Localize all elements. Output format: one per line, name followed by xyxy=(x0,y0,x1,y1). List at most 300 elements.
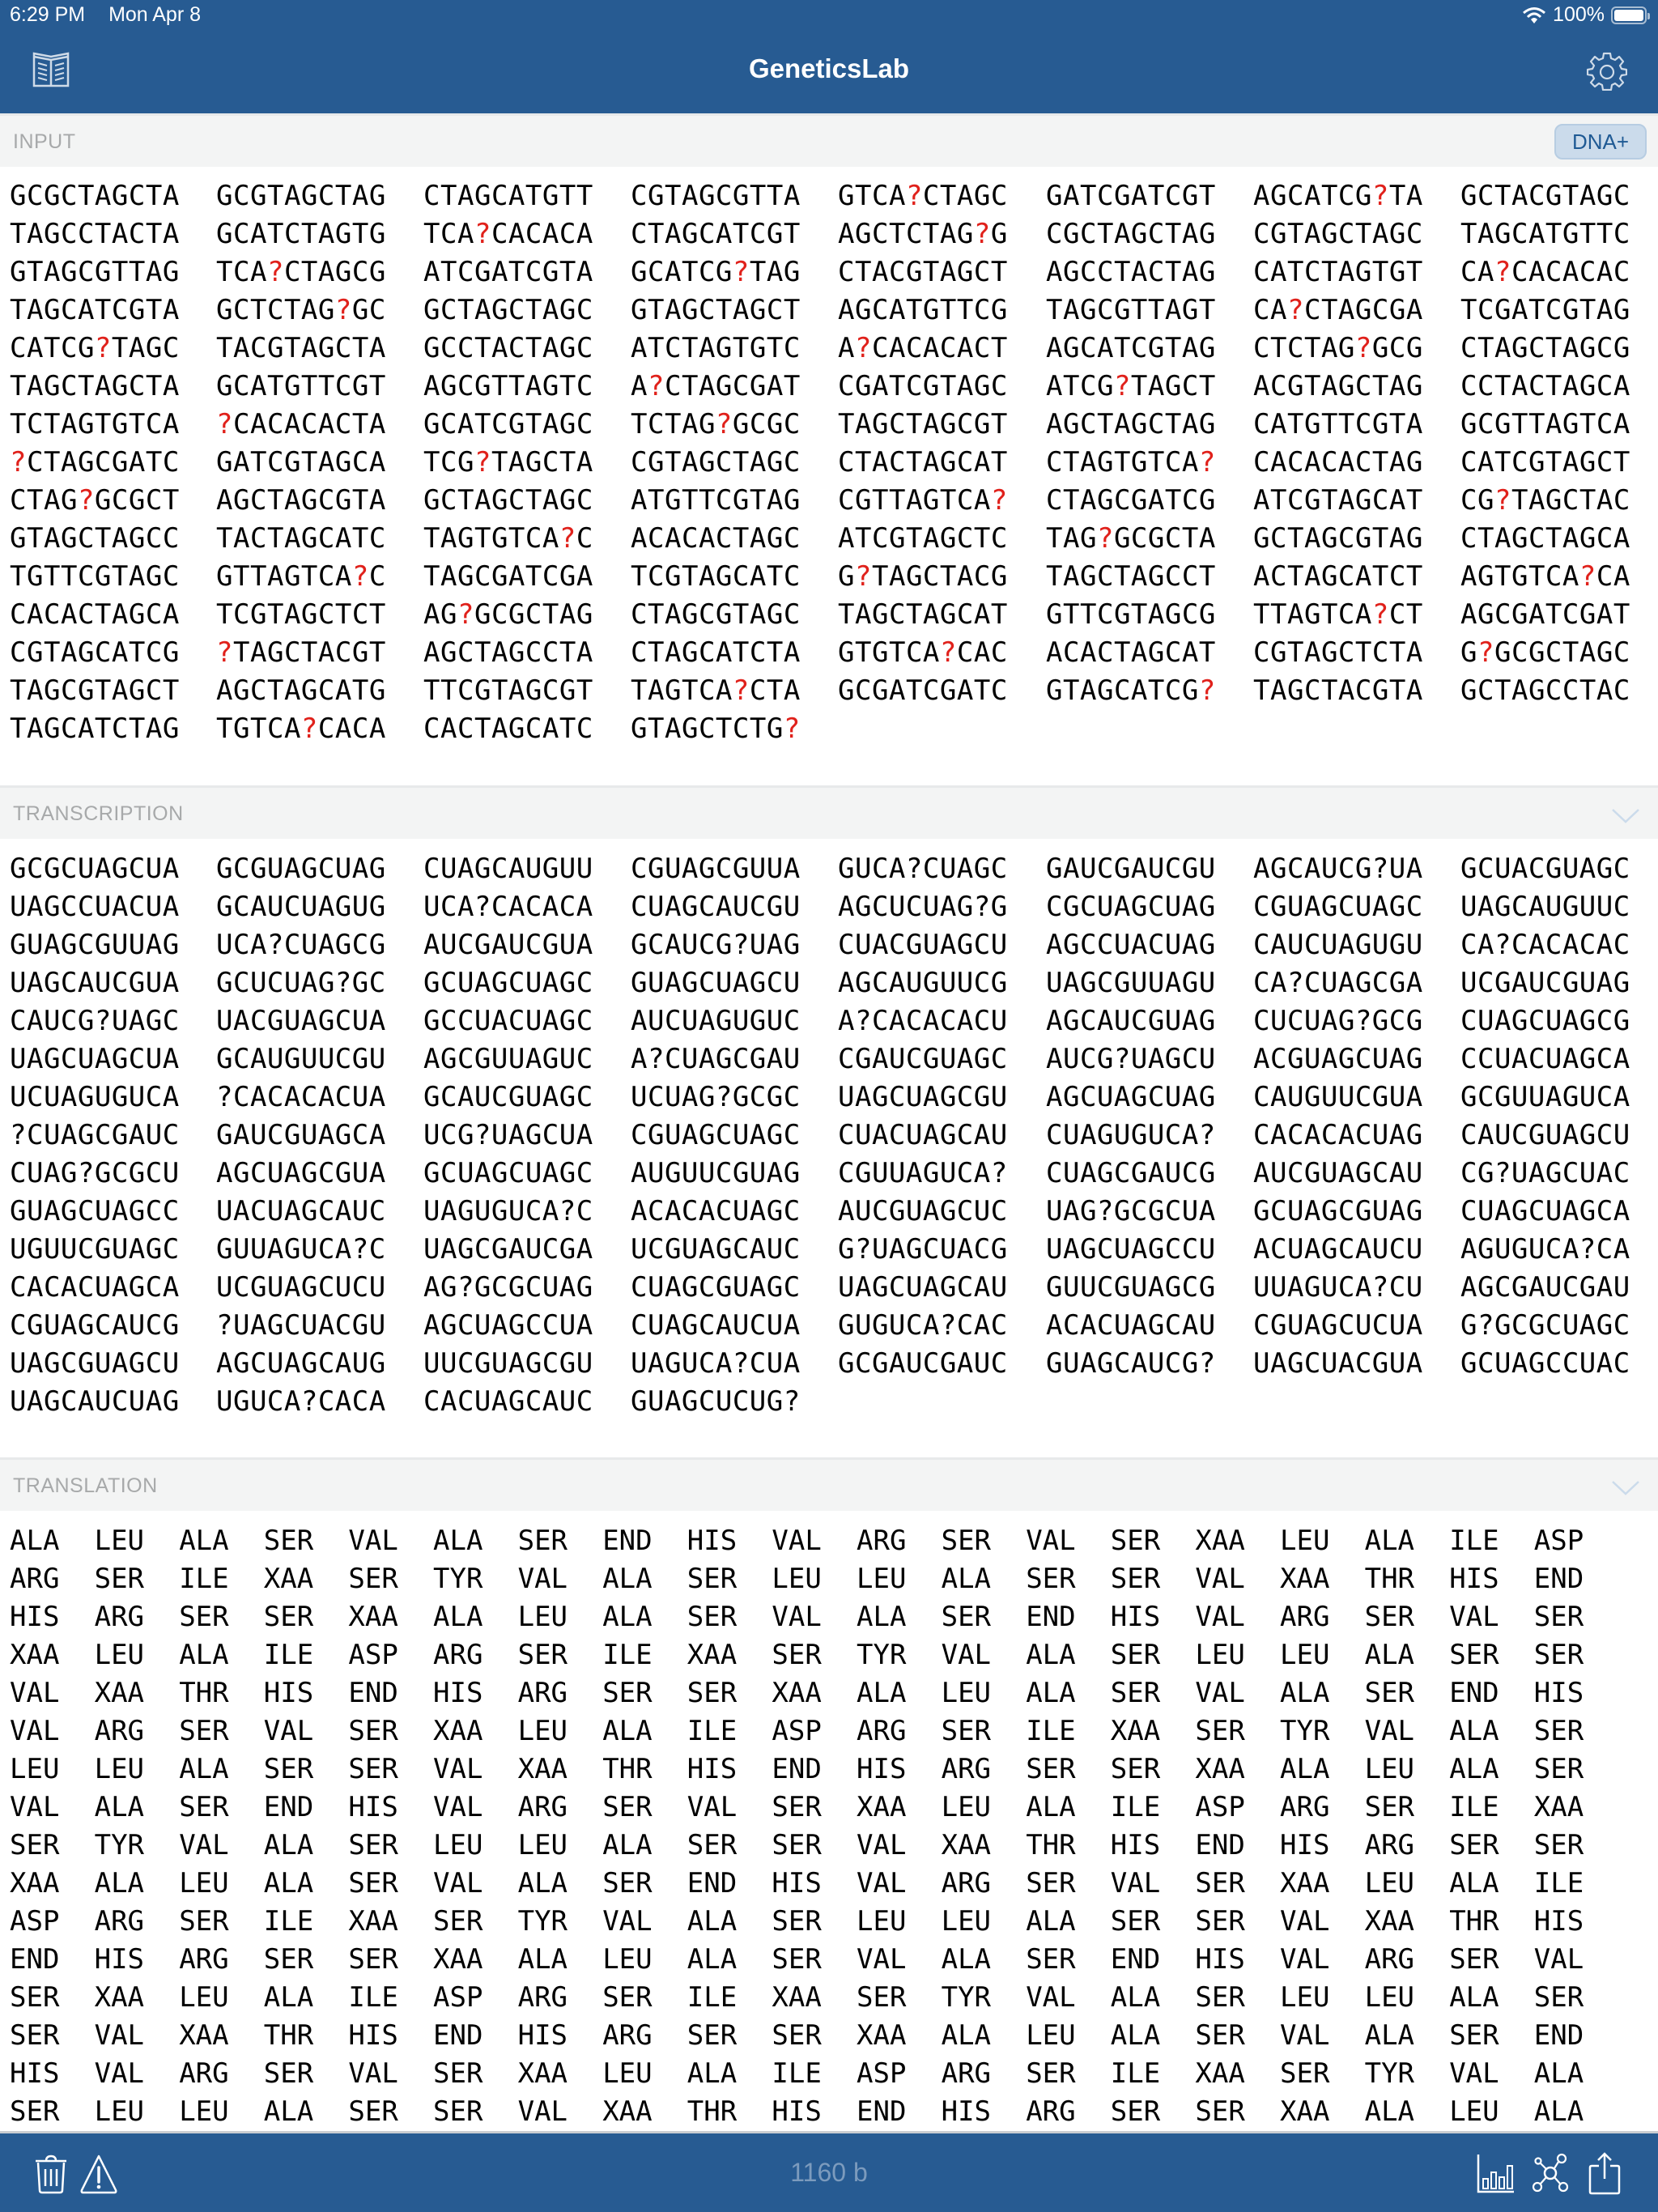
amino-acid: END xyxy=(1533,1563,1584,1595)
sequence-block: UAGCAUCGUA xyxy=(10,967,180,999)
amino-acid: VAL xyxy=(1195,1677,1245,1709)
amino-acid: SER xyxy=(857,1981,907,2014)
sequence-block: GCATGTTCGT xyxy=(216,370,386,402)
amino-acid: VAL xyxy=(602,1905,653,1938)
amino-acid: XAA xyxy=(1195,1753,1245,1785)
sequence-block: UAGCUACGUA xyxy=(1253,1347,1423,1380)
sequence-row xyxy=(0,408,1658,446)
sequence-block: GCTCTAG?GC xyxy=(216,294,386,326)
unknown-base-marker: ? xyxy=(77,484,95,517)
amino-acid: HIS xyxy=(94,1943,145,1976)
amino-acid: SER xyxy=(10,1829,60,1861)
amino-acid: ALA xyxy=(1533,2057,1584,2090)
sequence-block: CTAGCATCTA xyxy=(631,636,801,669)
amino-acid: ALA xyxy=(1280,1677,1330,1709)
amino-acid: SER xyxy=(1195,1715,1245,1747)
sequence-block: CUAGCUAGCA xyxy=(1460,1195,1630,1227)
amino-acid: SER xyxy=(772,1829,822,1861)
sequence-block: GCGTTAGTCA xyxy=(1460,408,1630,440)
sequence-row xyxy=(0,522,1658,560)
sequence-block: CG?UAGCUAC xyxy=(1460,1157,1630,1189)
wifi-icon xyxy=(1522,6,1546,24)
amino-acid: VAL xyxy=(1195,1601,1245,1633)
amino-acid: ARG xyxy=(941,1753,992,1785)
amino-acid: LEU xyxy=(1026,2019,1076,2052)
amino-acid: VAL xyxy=(348,2057,398,2090)
amino-acid: ALA xyxy=(857,1601,907,1633)
amino-acid: END xyxy=(348,1677,398,1709)
amino-acid: LEU xyxy=(941,1905,992,1938)
sequence-block: CTAGCGTAGC xyxy=(631,598,801,631)
bottom-toolbar xyxy=(0,2131,1658,2212)
amino-acid: SER xyxy=(1449,2019,1499,2052)
statistics-button[interactable] xyxy=(1477,2151,1514,2195)
amino-acid: VAL xyxy=(517,1563,568,1595)
sequence-block: AUCUAGUGUC xyxy=(631,1005,801,1037)
amino-acid: VAL xyxy=(857,1943,907,1976)
amino-acid: SER xyxy=(348,1563,398,1595)
sequence-block: CUAGCAUGUU xyxy=(423,853,593,885)
amino-acid: ASP xyxy=(433,1981,483,2014)
amino-acid: THR xyxy=(687,2095,738,2128)
amino-acid: SER xyxy=(263,1601,314,1633)
sequence-block: ACACACTAGC xyxy=(631,522,801,555)
app-title: GeneticsLab xyxy=(748,53,910,83)
amino-acid: ALA xyxy=(687,1943,738,1976)
sequence-block: AGCCTACTAG xyxy=(1046,256,1216,288)
sequence-block: GTCA?CTAGC xyxy=(838,180,1008,212)
amino-acid: ILE xyxy=(1110,2057,1161,2090)
unknown-base-marker: ? xyxy=(1494,256,1511,288)
sequence-block: ATCGTAGCAT xyxy=(1253,484,1423,517)
amino-acid: SER xyxy=(1110,1753,1161,1785)
sequence-block: GCTACGTAGC xyxy=(1460,180,1630,212)
unknown-base-marker: ? xyxy=(559,522,576,555)
amino-acid: ARG xyxy=(517,1981,568,2014)
sequence-block: AGCGUUAGUC xyxy=(423,1043,593,1075)
amino-acid: ILE xyxy=(1110,1791,1161,1823)
amino-acid: SER xyxy=(941,1525,992,1557)
sequence-row xyxy=(0,1119,1658,1157)
sequence-block: ACUAGCAUCU xyxy=(1253,1233,1423,1266)
sequence-block: GTTCGTAGCG xyxy=(1046,598,1216,631)
input-section-label: INPUT xyxy=(13,130,76,153)
amino-acid: SER xyxy=(10,2095,60,2128)
amino-acid: XAA xyxy=(517,2057,568,2090)
input-sequence[interactable] xyxy=(0,180,1658,779)
share-button[interactable] xyxy=(1588,2151,1621,2195)
amino-acid: SER xyxy=(348,2095,398,2128)
chevron-down-icon[interactable] xyxy=(1611,807,1640,825)
amino-acid: SER xyxy=(941,1601,992,1633)
amino-acid: VAL xyxy=(10,1791,60,1823)
sequence-block: GUAGCUAGCU xyxy=(631,967,801,999)
unknown-base-marker: ? xyxy=(10,446,27,479)
amino-acid: ILE xyxy=(772,2057,822,2090)
sequence-block: AGCGAUCGAU xyxy=(1460,1271,1630,1304)
sequence-block: AGCATCGTAG xyxy=(1046,332,1216,364)
unknown-base-marker: ? xyxy=(1371,180,1389,212)
amino-acid: HIS xyxy=(433,1677,483,1709)
sequence-block: GCAUCG?UAG xyxy=(631,929,801,961)
sequence-block: TAGCTAGCTA xyxy=(10,370,180,402)
sequence-block: TCA?CACACA xyxy=(423,218,593,250)
amino-acid: HIS xyxy=(10,2057,60,2090)
amino-acid: HIS xyxy=(1449,1563,1499,1595)
amino-acid: ALA xyxy=(602,1829,653,1861)
sequence-block: AGCAUCG?UA xyxy=(1253,853,1423,885)
settings-button[interactable] xyxy=(1587,50,1627,91)
amino-acid: ARG xyxy=(94,1601,145,1633)
amino-acid: VAL xyxy=(687,1791,738,1823)
amino-acid-row xyxy=(0,1981,1658,2019)
sequence-block: UCA?CUAGCG xyxy=(216,929,386,961)
amino-acid: SER xyxy=(433,2057,483,2090)
amino-acid: LEU xyxy=(1364,1867,1415,1899)
amino-acid: SER xyxy=(1364,1677,1415,1709)
unknown-base-marker: ? xyxy=(94,332,112,364)
sequence-block: GCGATCGATC xyxy=(838,674,1008,707)
amino-acid: HIS xyxy=(517,2019,568,2052)
amino-acid: VAL xyxy=(10,1715,60,1747)
amino-acid: XAA xyxy=(10,1867,60,1899)
sequence-block: AUCG?UAGCU xyxy=(1046,1043,1216,1075)
amino-acid: ALA xyxy=(263,1981,314,2014)
sequence-block: GCGAUCGAUC xyxy=(838,1347,1008,1380)
amino-acid: SER xyxy=(1449,1943,1499,1976)
translation-section-label: TRANSLATION xyxy=(13,1474,158,1497)
transcription-sequence xyxy=(0,853,1658,1452)
sequence-block: AGUGUCA?CA xyxy=(1460,1233,1630,1266)
sequence-block: CATCG?TAGC xyxy=(10,332,180,364)
sequence-block: GCATCTAGTG xyxy=(216,218,386,250)
sequence-block: AUCGAUCGUA xyxy=(423,929,593,961)
bar-chart-icon xyxy=(1477,2151,1514,2195)
amino-acid: ALA xyxy=(1026,1677,1076,1709)
amino-acid: END xyxy=(1195,1829,1245,1861)
amino-acid: TYR xyxy=(857,1639,907,1671)
amino-acid: SER xyxy=(1026,1563,1076,1595)
amino-acid: ALA xyxy=(1026,1791,1076,1823)
amino-acid: ALA xyxy=(1364,2019,1415,2052)
amino-acid: VAL xyxy=(1026,1981,1076,2014)
amino-acid: ALA xyxy=(94,1791,145,1823)
amino-acid: ASP xyxy=(348,1639,398,1671)
unknown-base-marker: ? xyxy=(973,218,991,250)
amino-acid: VAL xyxy=(348,1525,398,1557)
chevron-down-icon[interactable] xyxy=(1611,1479,1640,1497)
sequence-block: AGCUAGCUAG xyxy=(1046,1081,1216,1113)
sequence-block: TAGCATCTAG xyxy=(10,713,180,745)
sequence-block: UACUAGCAUC xyxy=(216,1195,386,1227)
amino-acid: ALA xyxy=(263,1867,314,1899)
unknown-base-marker: ? xyxy=(783,713,801,745)
amino-acid: THR xyxy=(179,1677,229,1709)
sequence-block: UCGUAGCAUC xyxy=(631,1233,801,1266)
sequence-block: GCGUUAGUCA xyxy=(1460,1081,1630,1113)
amino-acid: VAL xyxy=(1195,1563,1245,1595)
sequence-block: GCTAGCGTAG xyxy=(1253,522,1423,555)
amino-acid: LEU xyxy=(941,1677,992,1709)
amino-acid: HIS xyxy=(687,1525,738,1557)
sequence-block: A?CACACACT xyxy=(838,332,1008,364)
amino-acid: LEU xyxy=(433,1829,483,1861)
sequence-row xyxy=(0,256,1658,294)
amino-acid: END xyxy=(1449,1677,1499,1709)
sequence-block: TAGCGTAGCT xyxy=(10,674,180,707)
amino-acid: ILE xyxy=(602,1639,653,1671)
sequence-block: CA?CACACAC xyxy=(1460,929,1630,961)
amino-acid: THR xyxy=(1449,1905,1499,1938)
amino-acid: SER xyxy=(263,2057,314,2090)
sequence-block: ATCG?TAGCT xyxy=(1046,370,1216,402)
amino-acid: VAL xyxy=(433,1753,483,1785)
amino-acid: XAA xyxy=(433,1943,483,1976)
sequence-row xyxy=(0,636,1658,674)
amino-acid: SER xyxy=(348,1829,398,1861)
sequence-block: GCAUCUAGUG xyxy=(216,891,386,923)
amino-acid: ALA xyxy=(179,1639,229,1671)
amino-acid-row xyxy=(0,2095,1658,2133)
sequence-block: AGCTAGCCTA xyxy=(423,636,593,669)
amino-acid: ASP xyxy=(1195,1791,1245,1823)
unknown-base-marker: ? xyxy=(732,256,750,288)
sequence-block: TAG?GCGCTA xyxy=(1046,522,1216,555)
amino-acid: ALA xyxy=(1026,1905,1076,1938)
amino-acid: SER xyxy=(179,1715,229,1747)
sequence-row xyxy=(0,674,1658,713)
sequence-block: TAGTCA?CTA xyxy=(631,674,801,707)
sequence-row xyxy=(0,332,1658,370)
unknown-base-marker: ? xyxy=(216,408,233,440)
unknown-base-marker: ? xyxy=(715,408,733,440)
amino-acid: LEU xyxy=(1449,2095,1499,2128)
sequence-block: CGATCGTAGC xyxy=(838,370,1008,402)
amino-acid: ARG xyxy=(857,1525,907,1557)
share-icon xyxy=(1588,2151,1621,2195)
amino-acid-row xyxy=(0,1525,1658,1563)
amino-acid: THR xyxy=(602,1753,653,1785)
unknown-base-marker: ? xyxy=(732,674,750,707)
amino-acid-row xyxy=(0,1563,1658,1601)
amino-acid: LEU xyxy=(94,1753,145,1785)
amino-acid: SER xyxy=(1364,1601,1415,1633)
sequence-block: AGCATGTTCG xyxy=(838,294,1008,326)
amino-acid: XAA xyxy=(433,1715,483,1747)
amino-acid: ILE xyxy=(1449,1791,1499,1823)
sequence-block: CGTAGCTCTA xyxy=(1253,636,1423,669)
sequence-block: AGCUAGCCUA xyxy=(423,1309,593,1342)
amino-acid: TYR xyxy=(94,1829,145,1861)
sequence-block: CA?CACACAC xyxy=(1460,256,1630,288)
amino-acid: HIS xyxy=(348,2019,398,2052)
amino-acid: ILE xyxy=(263,1639,314,1671)
sequence-length: 1160 b xyxy=(790,2158,868,2187)
sequence-block: GCAUGUUCGU xyxy=(216,1043,386,1075)
amino-acid: HIS xyxy=(857,1753,907,1785)
sequence-block: CATCGTAGCT xyxy=(1460,446,1630,479)
unknown-base-marker: ? xyxy=(1371,598,1389,631)
amino-acid: SER xyxy=(602,1791,653,1823)
amino-acid-row xyxy=(0,1867,1658,1905)
sequence-block: G?GCGCTAGC xyxy=(1460,636,1630,669)
amino-acid: SER xyxy=(772,2019,822,2052)
amino-acid: SER xyxy=(263,1943,314,1976)
sequence-block: GUUAGUCA?C xyxy=(216,1233,386,1266)
battery-icon xyxy=(1611,6,1647,24)
amino-acid: SER xyxy=(687,1601,738,1633)
sequence-block: CAUCUAGUGU xyxy=(1253,929,1423,961)
sequence-block: CGAUCGUAGC xyxy=(838,1043,1008,1075)
amino-acid: XAA xyxy=(687,1639,738,1671)
amino-acid: ALA xyxy=(687,2057,738,2090)
amino-acid: ARG xyxy=(10,1563,60,1595)
amino-acid: SER xyxy=(1195,1867,1245,1899)
battery-percent: 100% xyxy=(1553,3,1605,26)
amino-acid: SER xyxy=(1533,1639,1584,1671)
amino-acid: LEU xyxy=(857,1563,907,1595)
sequence-row xyxy=(0,370,1658,408)
amino-acid: VAL xyxy=(263,1715,314,1747)
unknown-base-marker: ? xyxy=(854,560,872,593)
amino-acid: SER xyxy=(687,2019,738,2052)
amino-acid: SER xyxy=(687,1677,738,1709)
sequence-block: UCA?CACACA xyxy=(423,891,593,923)
amino-acid: SER xyxy=(1110,1639,1161,1671)
amino-acid: XAA xyxy=(1533,1791,1584,1823)
amino-acid: XAA xyxy=(94,1981,145,2014)
amino-acid: VAL xyxy=(857,1867,907,1899)
sequence-block: GCGTAGCTAG xyxy=(216,180,386,212)
sequence-block: AGCATCG?TA xyxy=(1253,180,1423,212)
sequence-block: UGUUCGUAGC xyxy=(10,1233,180,1266)
sequence-block: GCTAGCTAGC xyxy=(423,294,593,326)
amino-acid: ALA xyxy=(602,1715,653,1747)
sequence-block: AUGUUCGUAG xyxy=(631,1157,801,1189)
sequence-block: CUAG?GCGCU xyxy=(10,1157,180,1189)
sequence-block: CTACGTAGCT xyxy=(838,256,1008,288)
amino-acid: HIS xyxy=(1280,1829,1330,1861)
sequence-block: UAGCGUUAGU xyxy=(1046,967,1216,999)
amino-acid: SER xyxy=(1026,1943,1076,1976)
amino-acid: ARG xyxy=(857,1715,907,1747)
molecule-network-icon xyxy=(1530,2151,1571,2195)
amino-acid: END xyxy=(1110,1943,1161,1976)
structure-button[interactable] xyxy=(1530,2151,1571,2195)
sequence-block: GUUCGUAGCG xyxy=(1046,1271,1216,1304)
amino-acid: VAL xyxy=(10,1677,60,1709)
translation-section-header[interactable] xyxy=(0,1457,1658,1511)
sequence-block: CG?TAGCTAC xyxy=(1460,484,1630,517)
sequence-block: UAGCGAUCGA xyxy=(423,1233,593,1266)
sequence-block: UCGUAGCUCU xyxy=(216,1271,386,1304)
gear-icon xyxy=(1587,50,1627,91)
amino-acid: LEU xyxy=(602,1943,653,1976)
sequence-block: TAGCATCGTA xyxy=(10,294,180,326)
amino-acid: HIS xyxy=(1195,1943,1245,1976)
amino-acid: LEU xyxy=(94,1525,145,1557)
amino-acid: ILE xyxy=(687,1715,738,1747)
transcription-section-header[interactable] xyxy=(0,785,1658,839)
amino-acid: XAA xyxy=(1280,2095,1330,2128)
amino-acid: ALA xyxy=(1110,2019,1161,2052)
amino-acid: END xyxy=(772,1753,822,1785)
amino-acid: ARG xyxy=(1364,1943,1415,1976)
amino-acid: ALA xyxy=(1026,1639,1076,1671)
sequence-block: GCTAGCCTAC xyxy=(1460,674,1630,707)
sequence-block: UCG?UAGCUA xyxy=(423,1119,593,1151)
sequence-block: ACGTAGCTAG xyxy=(1253,370,1423,402)
amino-acid: VAL xyxy=(179,1829,229,1861)
sequence-block: GTAGCGTTAG xyxy=(10,256,180,288)
amino-acid: VAL xyxy=(772,1601,822,1633)
amino-acid: VAL xyxy=(772,1525,822,1557)
dna-mode-button[interactable]: DNA+ xyxy=(1554,124,1647,160)
amino-acid: LEU xyxy=(94,2095,145,2128)
amino-acid: ALA xyxy=(263,1829,314,1861)
amino-acid: XAA xyxy=(772,1677,822,1709)
sequence-block: CGUAGCUAGC xyxy=(631,1119,801,1151)
amino-acid: END xyxy=(10,1943,60,1976)
unknown-base-marker: ? xyxy=(990,484,1008,517)
unknown-base-marker: ? xyxy=(1354,332,1372,364)
sequence-block: TTCGTAGCGT xyxy=(423,674,593,707)
amino-acid: ASP xyxy=(772,1715,822,1747)
unknown-base-marker: ? xyxy=(1579,560,1596,593)
amino-acid: SER xyxy=(1195,1981,1245,2014)
sequence-block: GUAGCUCUG? xyxy=(631,1385,801,1418)
amino-acid: SER xyxy=(1026,1753,1076,1785)
amino-acid: VAL xyxy=(433,1867,483,1899)
amino-acid: ARG xyxy=(941,2057,992,2090)
sequence-block: CACACACTAG xyxy=(1253,446,1423,479)
amino-acid: SER xyxy=(433,1905,483,1938)
sequence-block: ?CACACACUA xyxy=(216,1081,386,1113)
sequence-block: GCATCGTAGC xyxy=(423,408,593,440)
sequence-block: TAGCTAGCCT xyxy=(1046,560,1216,593)
amino-acid: LEU xyxy=(1280,1639,1330,1671)
amino-acid: SER xyxy=(263,1753,314,1785)
amino-acid: ALA xyxy=(179,1753,229,1785)
amino-acid: ALA xyxy=(1280,1753,1330,1785)
amino-acid: SER xyxy=(1195,1905,1245,1938)
amino-acid: ILE xyxy=(1026,1715,1076,1747)
sequence-row xyxy=(0,929,1658,967)
amino-acid: LEU xyxy=(1364,1981,1415,2014)
amino-acid: SER xyxy=(1449,1639,1499,1671)
sequence-block: AUCGUAGCUC xyxy=(838,1195,1008,1227)
sequence-block: CGUAGCGUUA xyxy=(631,853,801,885)
sequence-row xyxy=(0,1233,1658,1271)
amino-acid: VAL xyxy=(433,1791,483,1823)
amino-acid: XAA xyxy=(263,1563,314,1595)
amino-acid: VAL xyxy=(517,2095,568,2128)
amino-acid: END xyxy=(1026,1601,1076,1633)
amino-acid: ARG xyxy=(1280,1791,1330,1823)
amino-acid: ASP xyxy=(857,2057,907,2090)
sequence-block: CACTAGCATC xyxy=(423,713,593,745)
sequence-row xyxy=(0,1043,1658,1081)
sequence-block: A?CUAGCGAU xyxy=(631,1043,801,1075)
sequence-block: CUCUAG?GCG xyxy=(1253,1005,1423,1037)
sequence-block: AGCGATCGAT xyxy=(1460,598,1630,631)
amino-acid: ALA xyxy=(1449,1753,1499,1785)
sequence-block: CCTACTAGCA xyxy=(1460,370,1630,402)
amino-acid: ALA xyxy=(1533,2095,1584,2128)
amino-acid: END xyxy=(433,2019,483,2052)
sequence-block: TCA?CTAGCG xyxy=(216,256,386,288)
sequence-block: UCUAGUGUCA xyxy=(10,1081,180,1113)
